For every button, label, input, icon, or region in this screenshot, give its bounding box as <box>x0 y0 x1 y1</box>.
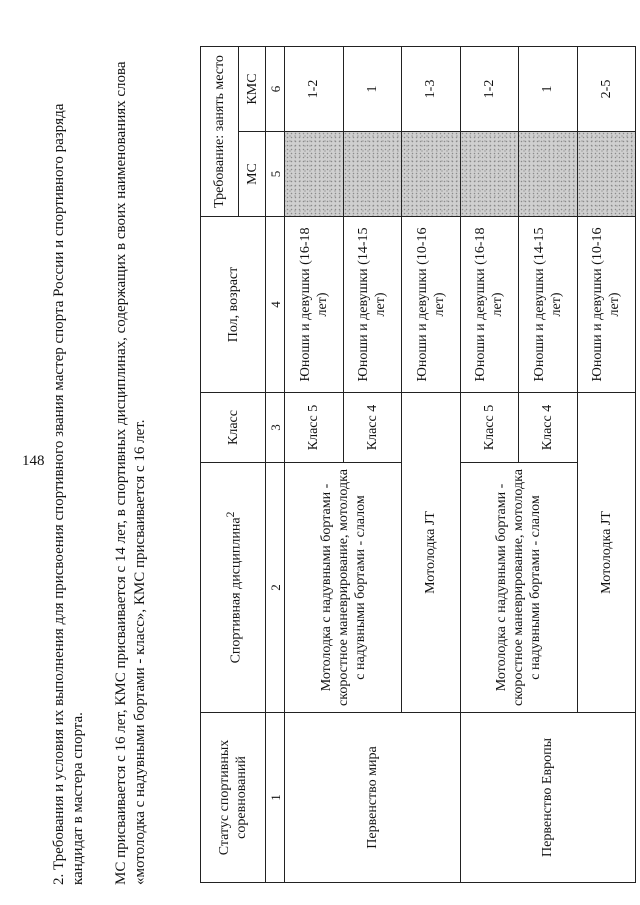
header-ms: МС <box>239 132 266 217</box>
header-gender-age: Пол, возраст <box>201 217 266 393</box>
column-number: 4 <box>266 217 285 393</box>
requirements-title: 2. Требования и условия их выполнения для присвоения спортивного звания мастер спорта России и спортивного разряда кандидат в мастера спорта. <box>51 103 86 885</box>
requirements-table <box>200 46 636 883</box>
header-requirement: Требование: занять место <box>201 47 239 217</box>
ms-cell-shaded <box>343 132 402 217</box>
ms-cell-shaded <box>460 132 519 217</box>
gender-age-cell: Юноши и девушки (10-16 лет) <box>577 217 636 393</box>
age-note: МС присваивается с 16 лет, КМС присваивается с 14 лет, в спортивных дисциплинах, содержащих в своих наименованиях слова «мотолодка с надувными бортами - класс», КМС присваивается с 16 лет. <box>113 61 148 885</box>
header-discipline-label: Спортивная дисциплина <box>228 517 244 664</box>
column-number: 1 <box>266 713 285 883</box>
ms-cell-shaded <box>577 132 636 217</box>
column-number-row <box>266 47 285 883</box>
header-discipline <box>201 463 266 713</box>
kms-cell: 1-2 <box>460 47 519 132</box>
discipline-cell: Мотолодка с надувными бортами - скоростное маневрирование, мотолодка с надувными бортами - слалом <box>285 463 402 713</box>
gender-age-cell: Юноши и девушки (16-18 лет) <box>285 217 344 393</box>
header-class: Класс <box>201 393 266 463</box>
discipline-cell: Мотолодка JT <box>402 393 461 713</box>
gender-age-cell: Юноши и девушки (14-15 лет) <box>519 217 578 393</box>
table-row <box>285 47 344 883</box>
kms-cell: 1-2 <box>285 47 344 132</box>
kms-cell: 1-3 <box>402 47 461 132</box>
status-cell: Первенство мира <box>285 713 461 883</box>
table-row <box>460 47 519 883</box>
status-cell: Первенство Европы <box>460 713 636 883</box>
header-kms: КМС <box>239 47 266 132</box>
ms-cell-shaded <box>285 132 344 217</box>
gender-age-cell: Юноши и девушки (14-15 лет) <box>343 217 402 393</box>
column-number: 3 <box>266 393 285 463</box>
class-cell: Класс 5 <box>285 393 344 463</box>
discipline-cell: Мотолодка с надувными бортами - скоростное маневрирование, мотолодка с надувными бортами - слалом <box>460 463 577 713</box>
column-number: 2 <box>266 463 285 713</box>
class-cell: Класс 4 <box>343 393 402 463</box>
discipline-cell: Мотолодка JT <box>577 393 636 713</box>
header-discipline-footnote: 2 <box>223 511 237 518</box>
kms-cell: 1 <box>343 47 402 132</box>
page-number: 148 <box>22 453 45 469</box>
ms-cell-shaded <box>519 132 578 217</box>
column-number: 6 <box>266 47 285 132</box>
header-status: Статус спортивных соревнований <box>201 713 266 883</box>
column-number: 5 <box>266 132 285 217</box>
ms-cell-shaded <box>402 132 461 217</box>
rotated-page-content <box>40 35 630 895</box>
kms-cell: 2-5 <box>577 47 636 132</box>
gender-age-cell: Юноши и девушки (16-18 лет) <box>460 217 519 393</box>
class-cell: Класс 4 <box>519 393 578 463</box>
gender-age-cell: Юноши и девушки (10-16 лет) <box>402 217 461 393</box>
class-cell: Класс 5 <box>460 393 519 463</box>
kms-cell: 1 <box>519 47 578 132</box>
